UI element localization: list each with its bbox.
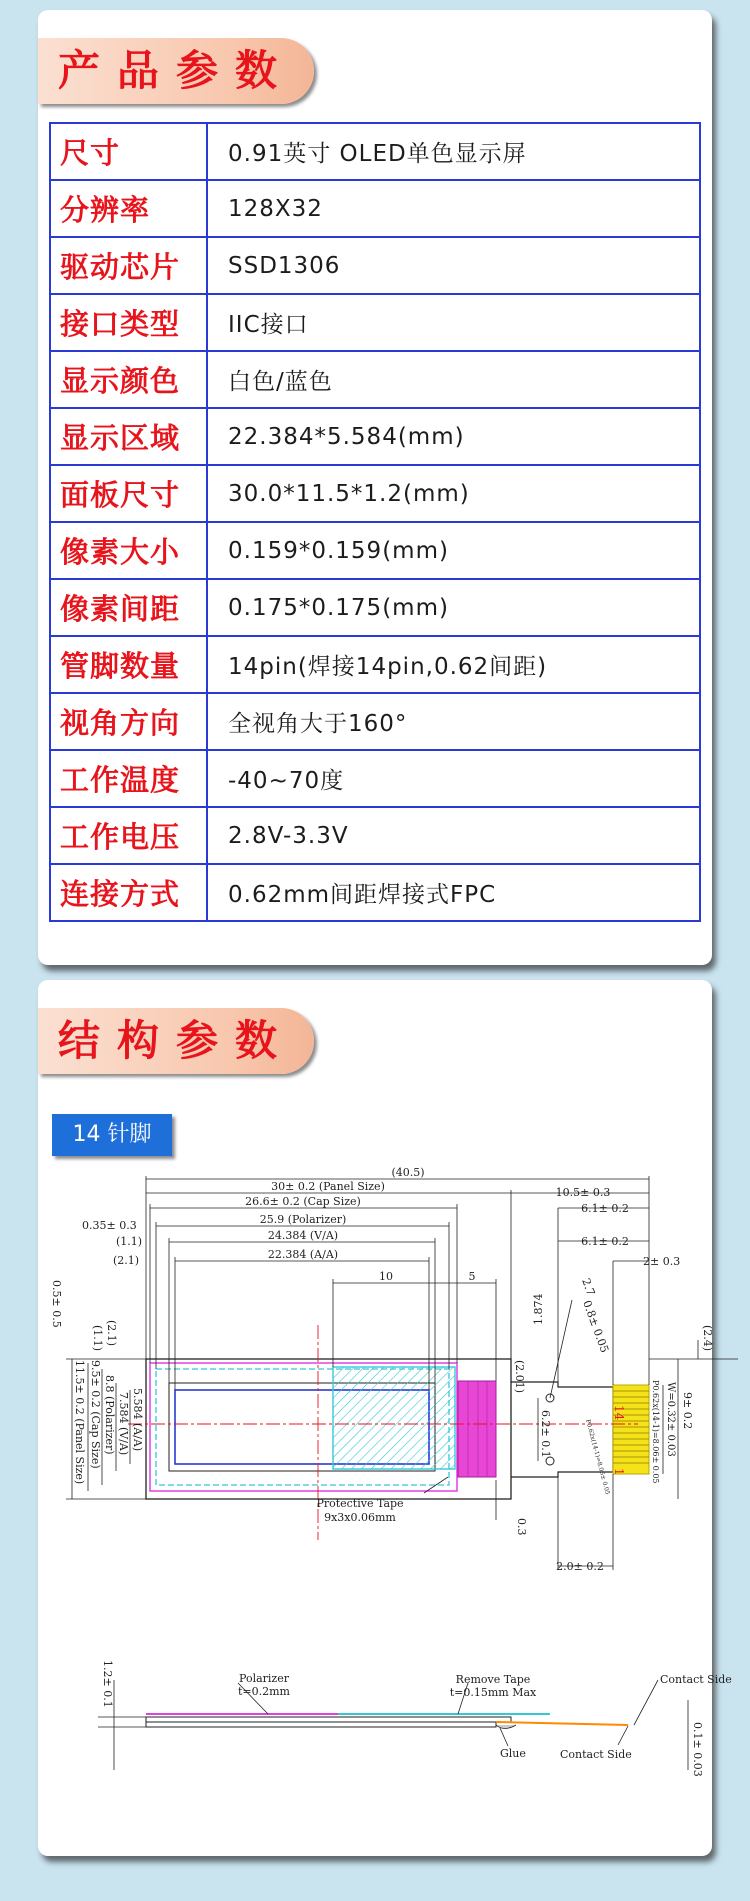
table-row xyxy=(50,807,700,864)
dim-text: P0.62x(14-1)=8.06± 0.05 xyxy=(584,1418,611,1496)
remove-tape-label: Remove Tape xyxy=(455,1673,531,1686)
dim-text: 1.874 xyxy=(532,1293,545,1325)
row-value: 30.0*11.5*1.2(mm) xyxy=(207,465,700,522)
dim-text: (2.01) xyxy=(513,1360,526,1394)
glass-top xyxy=(146,1717,511,1722)
tape-label: 9x3x0.06mm xyxy=(324,1511,396,1524)
row-value: 0.91英寸 OLED单色显示屏 xyxy=(207,123,700,180)
row-label: 显示颜色 xyxy=(50,351,207,408)
row-value: -40~70度 xyxy=(207,750,700,807)
row-value: 0.159*0.159(mm) xyxy=(207,522,700,579)
dim-text: (1.1) xyxy=(91,1325,104,1352)
glass-bottom xyxy=(146,1722,496,1727)
row-value: 全视角大于160° xyxy=(207,693,700,750)
dim-text: 2.7 xyxy=(579,1276,598,1298)
remove-tape-hatch xyxy=(333,1367,455,1469)
row-label: 像素大小 xyxy=(50,522,207,579)
table-row xyxy=(50,237,700,294)
table-row xyxy=(50,408,700,465)
structure-params-card xyxy=(38,980,732,1856)
product-params-title: 产品参数 xyxy=(58,46,295,95)
leader-glue xyxy=(500,1728,508,1746)
row-label: 工作温度 xyxy=(50,750,207,807)
fpc-contacts xyxy=(613,1385,649,1474)
dim-text: 30± 0.2 (Panel Size) xyxy=(271,1180,385,1193)
spec-table xyxy=(49,122,701,922)
dim-text: (2.4) xyxy=(701,1325,714,1352)
glue-bead xyxy=(496,1725,516,1729)
leader-2-7 xyxy=(550,1300,572,1398)
row-label: 面板尺寸 xyxy=(50,465,207,522)
pin-1-label: 1 xyxy=(612,1468,626,1476)
dim-text: 25.9 (Polarizer) xyxy=(259,1213,347,1226)
dim-text: 11.5± 0.2 (Panel Size) xyxy=(73,1360,86,1485)
protective-tape xyxy=(458,1381,496,1477)
dim-text: 2± 0.3 xyxy=(643,1255,681,1268)
table-row xyxy=(50,465,700,522)
table-row xyxy=(50,636,700,693)
structure-params-title: 结构参数 xyxy=(58,1016,295,1065)
dim-text: 5 xyxy=(468,1270,476,1283)
dim-text: 9.5± 0.2 (Cap Size) xyxy=(89,1360,102,1469)
dim-text: 6.1± 0.2 xyxy=(581,1202,629,1215)
dim-text: 10.5± 0.3 xyxy=(555,1186,611,1199)
dim-text: (2.1) xyxy=(105,1320,118,1347)
dim-text: (2.1) xyxy=(113,1254,140,1267)
table-row xyxy=(50,123,700,180)
row-value: 128X32 xyxy=(207,180,700,237)
row-value: 白色/蓝色 xyxy=(207,351,700,408)
leader-contact-b xyxy=(618,1726,628,1745)
table-row xyxy=(50,180,700,237)
dim-text: 6.1± 0.2 xyxy=(581,1235,629,1248)
pin-14-label: 14 xyxy=(612,1405,626,1421)
row-label: 显示区域 xyxy=(50,408,207,465)
alignment-hole xyxy=(546,1457,554,1465)
dim-text: 0.1± 0.03 xyxy=(691,1722,704,1777)
dim-text: 9± 0.2 xyxy=(681,1392,694,1430)
table-row xyxy=(50,294,700,351)
row-label: 管脚数量 xyxy=(50,636,207,693)
remove-tape-thickness: t=0.15mm Max xyxy=(449,1686,537,1699)
contact-side-label: Contact Side xyxy=(660,1673,732,1686)
product-params-card xyxy=(38,10,712,965)
contact-side-label: Contact Side xyxy=(560,1748,632,1761)
dim-text: (40.5) xyxy=(391,1166,425,1179)
table-row xyxy=(50,522,700,579)
table-row xyxy=(50,750,700,807)
glue-label: Glue xyxy=(500,1747,526,1760)
row-value: 22.384*5.584(mm) xyxy=(207,408,700,465)
dim-text: (1.1) xyxy=(116,1235,143,1248)
row-label: 分辨率 xyxy=(50,180,207,237)
row-label: 连接方式 xyxy=(50,864,207,921)
row-label: 尺寸 xyxy=(50,123,207,180)
row-value: IIC接口 xyxy=(207,294,700,351)
dim-text: 22.384 (A/A) xyxy=(267,1248,339,1261)
mechanical-drawing xyxy=(38,980,732,1856)
dim-text: W=0.32± 0.03 xyxy=(665,1382,676,1457)
product-params-header xyxy=(38,38,314,104)
polarizer-thickness: t=0.2mm xyxy=(238,1685,290,1698)
dim-text: 2.0± 0.2 xyxy=(556,1560,604,1573)
table-row xyxy=(50,693,700,750)
row-label: 驱动芯片 xyxy=(50,237,207,294)
leader-contact-a xyxy=(634,1680,658,1725)
row-value: 0.62mm间距焊接式FPC xyxy=(207,864,700,921)
dim-text: 10 xyxy=(379,1270,393,1283)
row-label: 视角方向 xyxy=(50,693,207,750)
dim-text: 8.8 (Polarizer) xyxy=(103,1375,116,1455)
fpc-side xyxy=(496,1722,628,1725)
table-row xyxy=(50,579,700,636)
dim-text: 1.2± 0.1 xyxy=(101,1660,114,1708)
side-view xyxy=(98,1660,732,1777)
dim-text: 24.384 (V/A) xyxy=(267,1229,339,1242)
row-label: 像素间距 xyxy=(50,579,207,636)
row-value: 0.175*0.175(mm) xyxy=(207,579,700,636)
row-value: 2.8V-3.3V xyxy=(207,807,700,864)
dim-text: P0.62x(14-1)=8.06± 0.05 xyxy=(651,1380,660,1484)
table-row xyxy=(50,351,700,408)
dim-text: 7.584 (V/A) xyxy=(117,1392,130,1456)
dim-text: 26.6± 0.2 (Cap Size) xyxy=(245,1195,361,1208)
row-label: 接口类型 xyxy=(50,294,207,351)
dim-text: 0.8± 0.05 xyxy=(580,1298,612,1355)
dim-text: 6.2± 0.1 xyxy=(539,1410,552,1458)
tape-label: Protective Tape xyxy=(316,1497,404,1510)
dim-text: 5.584 (A/A) xyxy=(131,1388,144,1452)
pin-count-badge: 14 针脚 xyxy=(52,1114,172,1156)
row-value: SSD1306 xyxy=(207,237,700,294)
dim-text: 0.5± 0.5 xyxy=(50,1280,63,1328)
polarizer-label: Polarizer xyxy=(239,1672,289,1685)
row-label: 工作电压 xyxy=(50,807,207,864)
dim-text: 0.3 xyxy=(515,1518,528,1536)
dim-text: 0.35± 0.3 xyxy=(82,1219,137,1232)
row-value: 14pin(焊接14pin,0.62间距) xyxy=(207,636,700,693)
table-row xyxy=(50,864,700,921)
